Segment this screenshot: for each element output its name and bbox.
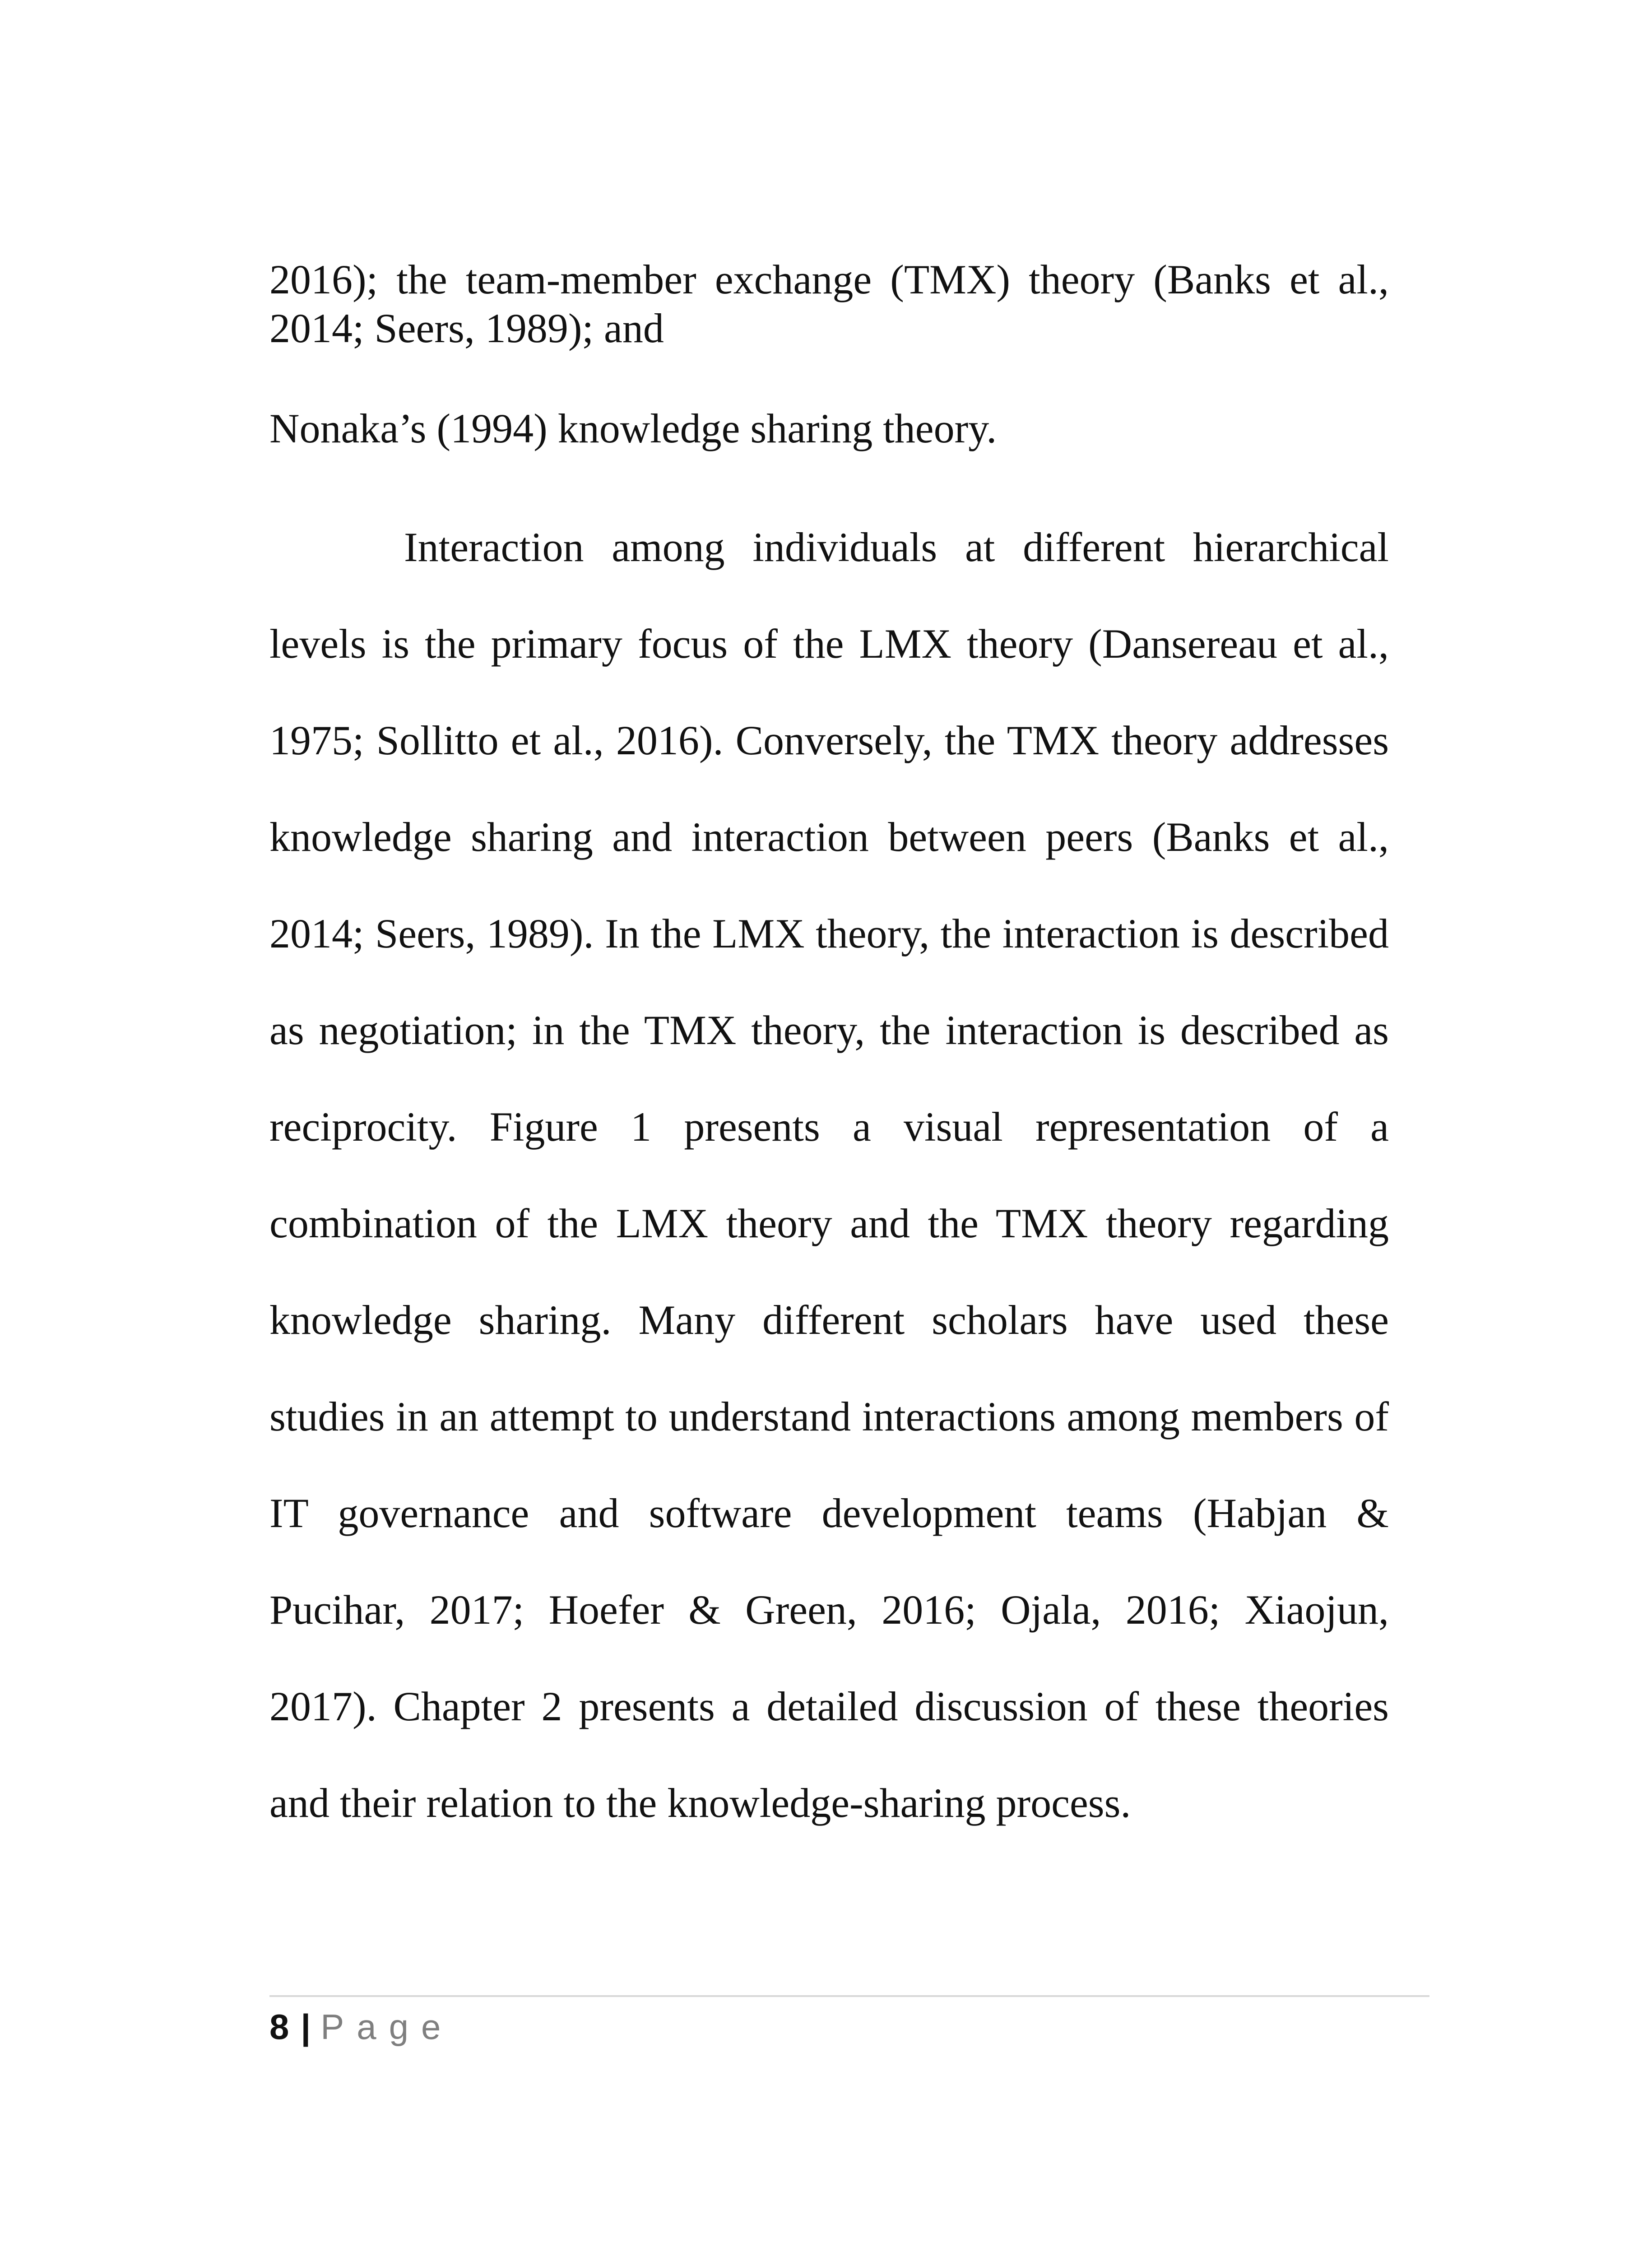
page-number: 8: [269, 2007, 289, 2047]
paragraph-opening: 2016); the team-member exchange (TMX) theory (Banks et al., 2014; Seers, 1989); and: [269, 256, 1389, 351]
page-footer: [269, 2004, 453, 2049]
paragraph-body: Interaction among individuals at different hierarchical levels is the primary focus of the LMX theory (Dansereau et al., 1975; Sollitto et al., 2016). Conversely, the TMX theory addresses knowledge sharing and interaction between peers (Banks et al., 2014; Seers, 1989). In the LMX theory, the interaction is described as negotiation; in the TMX theory, the interaction is described as reciprocity. Figure 1 presents a visual representation of a combination of the LMX theory and the TMX theory regarding knowledge sharing. Many different scholars have used these studies in an attempt to understand interactions among members of IT governance and software development teams (Habjan & Pucihar, 2017; Hoefer & Green, 2016; Ojala, 2016; Xiaojun, 2017). Chapter 2 presents a detailed discussion of these theories and their relation to the knowledge-sharing process.: [269, 524, 1389, 1826]
page-label: Page: [320, 2007, 454, 2047]
paragraph-opening-continuation: Nonaka’s (1994) knowledge sharing theory.: [269, 405, 997, 451]
footer-divider: [269, 1995, 1429, 1997]
footer-separator: |: [301, 2007, 311, 2047]
